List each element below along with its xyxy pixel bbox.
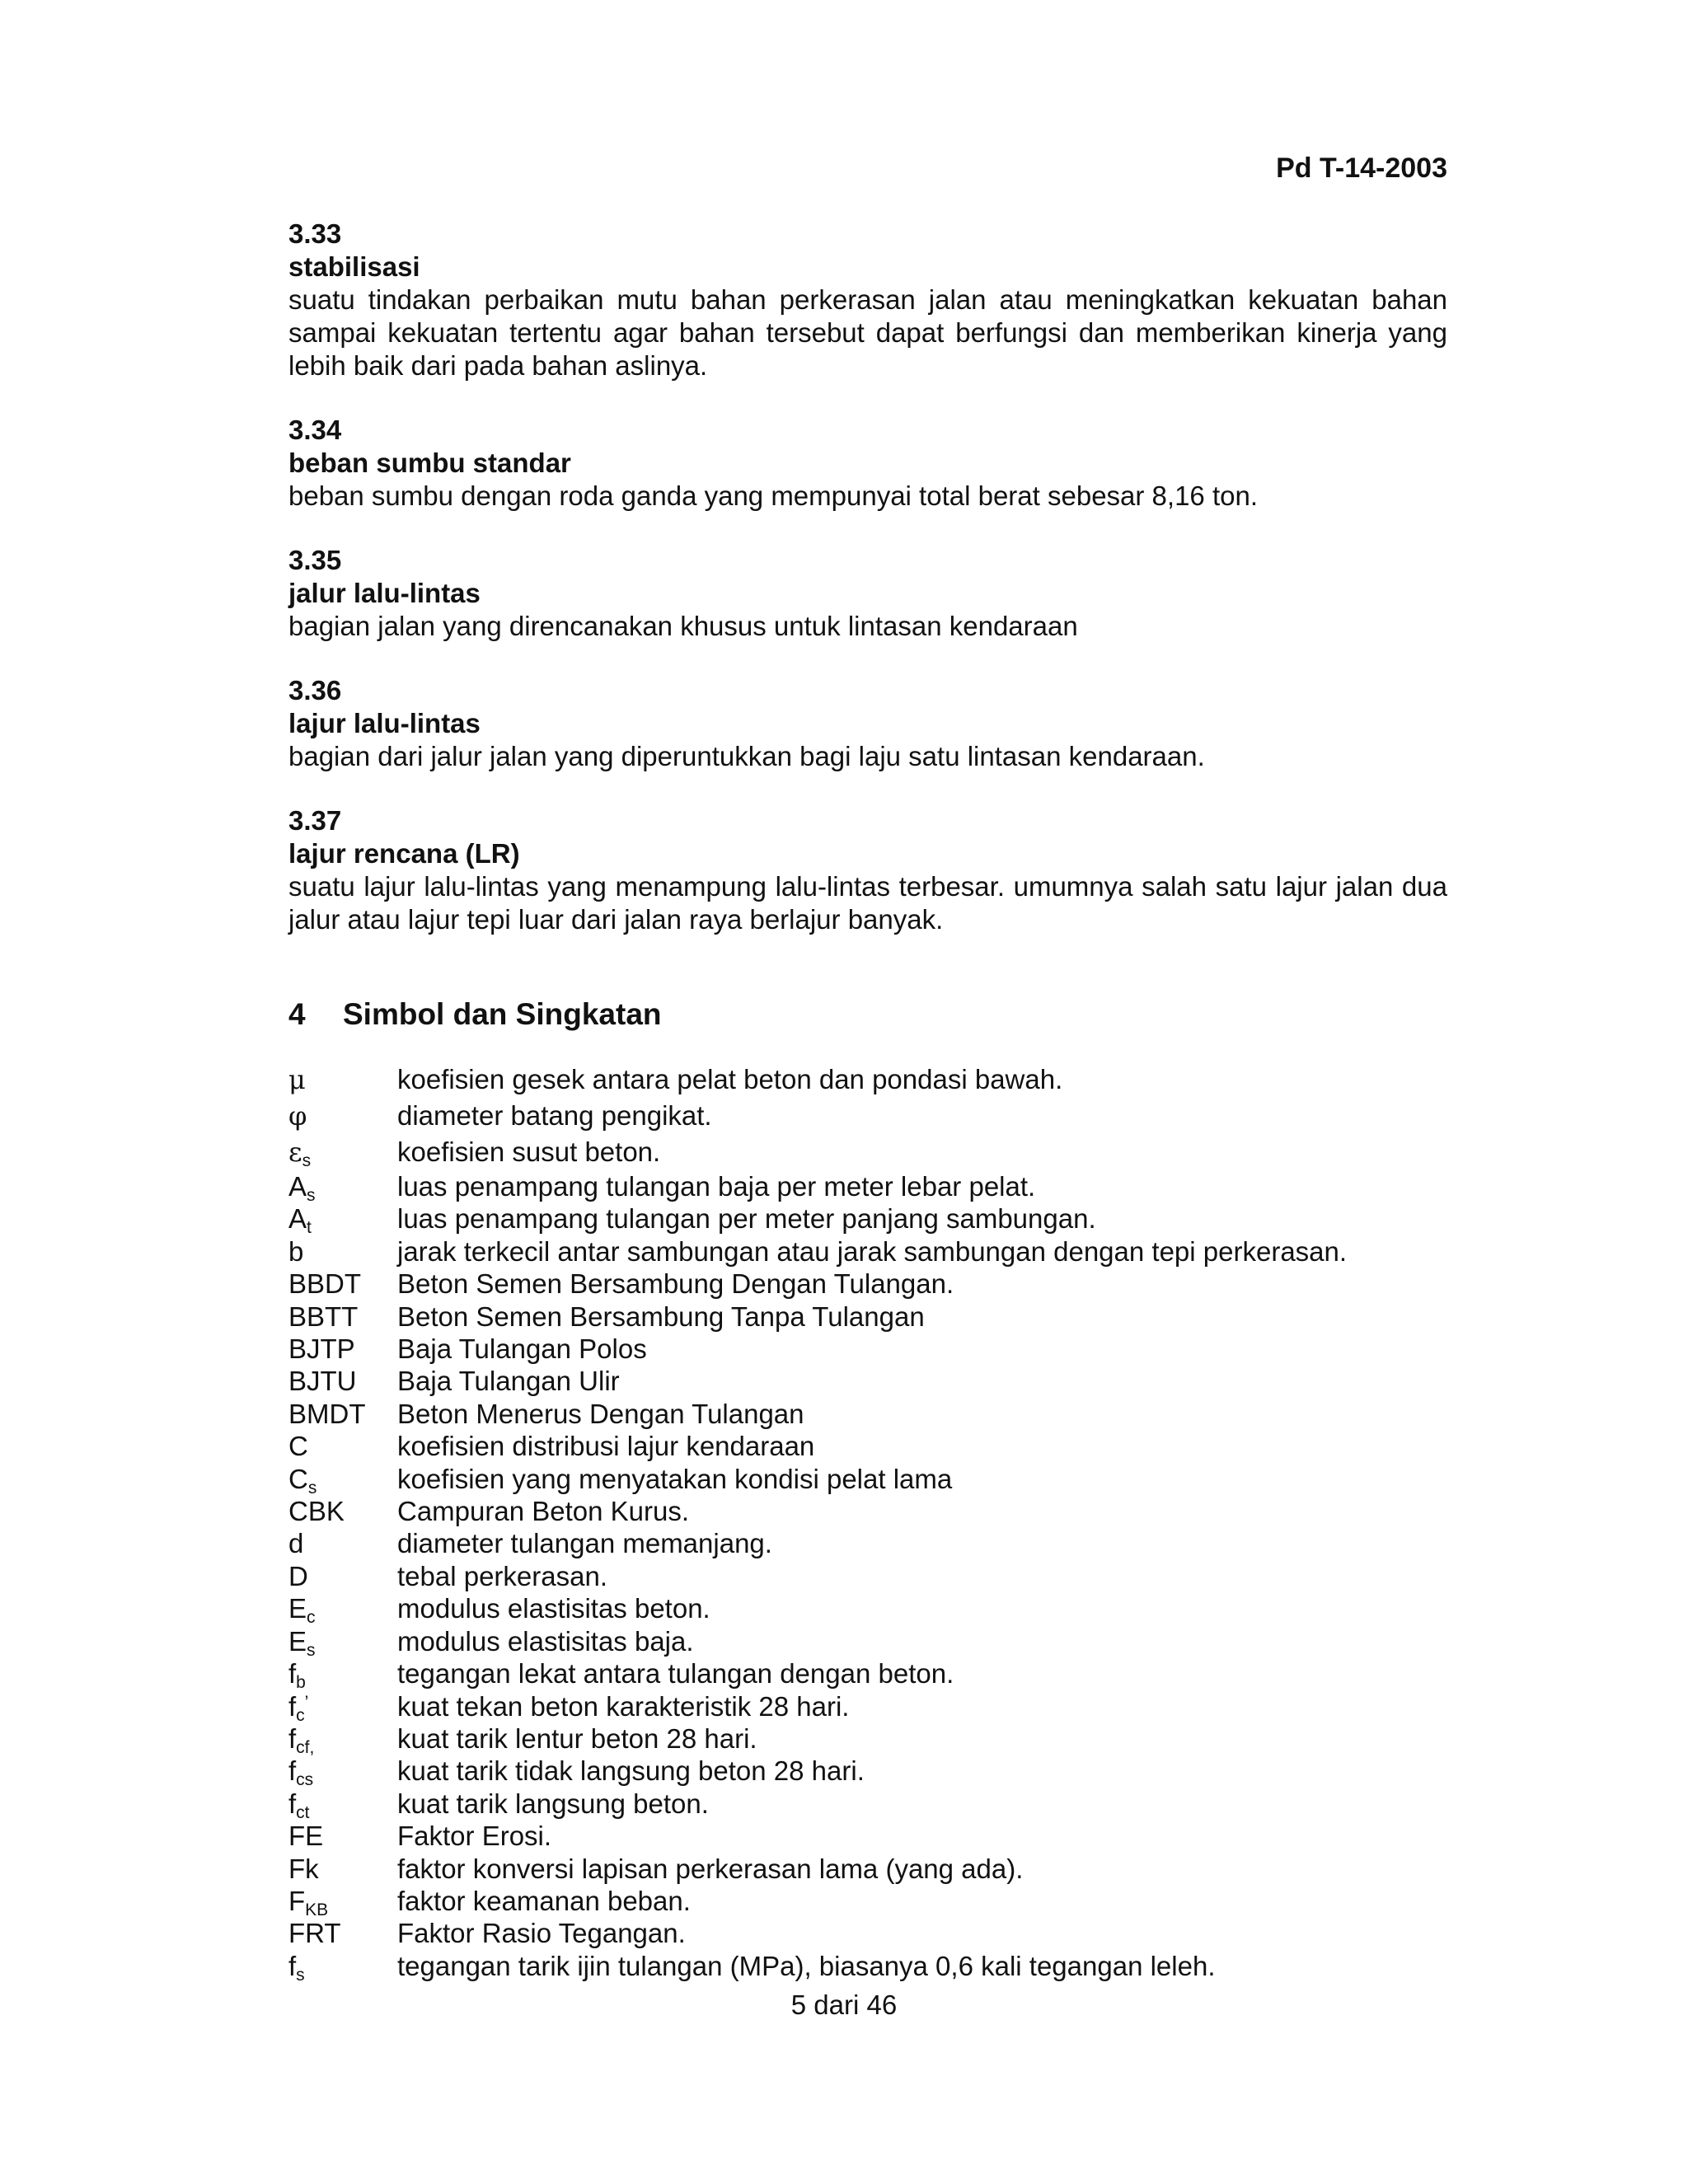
term-title: lajur lalu-lintas xyxy=(288,708,481,738)
symbol-subscript: cs xyxy=(296,1770,314,1790)
section-heading xyxy=(288,996,1447,1033)
symbol-description: modulus elastisitas baja. xyxy=(397,1625,694,1657)
symbol-row xyxy=(288,1495,1447,1527)
symbol xyxy=(288,1301,397,1333)
term-entry xyxy=(288,544,1447,643)
symbol xyxy=(288,1170,397,1205)
symbol-base: Fk xyxy=(288,1853,319,1884)
symbol xyxy=(288,1592,397,1628)
symbol-row xyxy=(288,1853,1447,1885)
symbol xyxy=(288,1560,397,1592)
symbol-base: f xyxy=(288,1722,297,1754)
term-number: 3.33 xyxy=(288,218,342,249)
symbol xyxy=(288,1788,397,1820)
section-number: 4 xyxy=(288,997,306,1031)
symbol-description: kuat tekan beton karakteristik 28 hari. xyxy=(397,1690,850,1722)
term-entry xyxy=(288,414,1447,513)
symbol-row xyxy=(288,1134,1447,1170)
symbol-row xyxy=(288,1690,1447,1725)
symbol-description: Baja Tulangan Polos xyxy=(397,1333,647,1365)
symbol-base: BMDT xyxy=(288,1398,366,1429)
symbol-row xyxy=(288,1592,1447,1628)
symbol-subscript: s xyxy=(307,1478,317,1497)
symbol xyxy=(288,1495,397,1527)
symbol-row xyxy=(288,1950,1447,1985)
symbol-row xyxy=(288,1333,1447,1365)
symbol-description: Campuran Beton Kurus. xyxy=(397,1496,690,1527)
symbol-description: tebal perkerasan. xyxy=(397,1560,607,1591)
symbol-base: d xyxy=(288,1528,304,1559)
symbol-row xyxy=(288,1365,1447,1397)
symbol-base: F xyxy=(288,1885,306,1916)
symbol-base: f xyxy=(288,1658,297,1690)
symbol-row xyxy=(288,1820,1447,1852)
symbol xyxy=(288,1657,397,1693)
symbol-row xyxy=(288,1560,1447,1592)
symbol xyxy=(288,1820,397,1852)
symbol-base: CBK xyxy=(288,1496,345,1527)
symbol-subscript: cf, xyxy=(296,1737,315,1757)
symbol-row xyxy=(288,1062,1447,1098)
symbol-subscript: c xyxy=(296,1705,305,1725)
symbol xyxy=(288,1398,397,1430)
term-title: jalur lalu-lintas xyxy=(288,578,481,608)
symbol-row xyxy=(288,1463,1447,1495)
section-title: Simbol dan Singkatan xyxy=(343,997,662,1031)
symbol-row xyxy=(288,1788,1447,1820)
symbol-description: jarak terkecil antar sambungan atau jarak sambungan dengan tepi perkerasan. xyxy=(397,1235,1348,1267)
term-definition: beban sumbu dengan roda ganda yang mempunyai total berat sebesar 8,16 ton. xyxy=(288,480,1258,511)
symbol-base: f xyxy=(288,1788,297,1819)
symbol xyxy=(288,1853,397,1885)
symbol-base: C xyxy=(288,1463,308,1494)
symbol-base: BBDT xyxy=(288,1268,362,1300)
symbol xyxy=(288,1917,397,1949)
symbol-row xyxy=(288,1755,1447,1790)
symbol-description: Faktor Erosi. xyxy=(397,1821,552,1852)
page-content xyxy=(288,218,1447,1985)
symbol-description: tegangan lekat antara tulangan dengan beton. xyxy=(397,1658,954,1690)
symbol xyxy=(288,1755,397,1790)
symbol-description: Baja Tulangan Ulir xyxy=(397,1366,620,1397)
symbol-row xyxy=(288,1625,1447,1660)
symbol-row xyxy=(288,1268,1447,1300)
symbol-row xyxy=(288,1170,1447,1205)
page-number: 5 dari 46 xyxy=(790,1990,898,2020)
symbol xyxy=(288,1333,397,1365)
term-number: 3.36 xyxy=(288,675,342,705)
symbol xyxy=(288,1625,397,1660)
symbol-base: E xyxy=(288,1593,307,1624)
symbol-base: ε xyxy=(288,1137,302,1168)
symbol-row xyxy=(288,1885,1447,1917)
symbol xyxy=(288,1690,397,1725)
symbol-description: kuat tarik lentur beton 28 hari. xyxy=(397,1722,757,1754)
term-title: lajur rencana (LR) xyxy=(288,838,520,869)
symbol-row xyxy=(288,1722,1447,1755)
symbol-description: faktor konversi lapisan perkerasan lama (yang ada). xyxy=(397,1853,1024,1884)
symbol xyxy=(288,1235,397,1268)
symbol-base: f xyxy=(288,1950,297,1981)
term-number: 3.34 xyxy=(288,415,342,445)
symbol-row xyxy=(288,1398,1447,1430)
term-number: 3.35 xyxy=(288,545,342,575)
symbol-row xyxy=(288,1917,1447,1949)
symbol-base: BBTT xyxy=(288,1301,359,1332)
symbol-description: luas penampang tulangan baja per meter lebar pelat. xyxy=(397,1171,1036,1202)
symbol-subscript: KB xyxy=(305,1900,329,1919)
symbol xyxy=(288,1430,397,1462)
symbol-row xyxy=(288,1430,1447,1462)
symbol-base: BJTP xyxy=(288,1333,355,1365)
symbol-base: D xyxy=(288,1560,308,1591)
symbol-base: φ xyxy=(288,1100,307,1132)
symbol-description: kuat tarik langsung beton. xyxy=(397,1788,709,1819)
symbol-base: FE xyxy=(288,1821,324,1852)
symbol xyxy=(288,1722,397,1755)
symbol xyxy=(288,1202,397,1238)
symbol-list xyxy=(288,1062,1447,1985)
symbol-description: luas penampang tulangan per meter panjang sambungan. xyxy=(397,1203,1096,1235)
symbol-superscript: ’ xyxy=(304,1692,309,1712)
symbol xyxy=(288,1463,397,1495)
symbol-base: C xyxy=(288,1431,308,1462)
term-entry xyxy=(288,804,1447,936)
symbol-description: Beton Menerus Dengan Tulangan xyxy=(397,1398,804,1429)
symbol-row xyxy=(288,1527,1447,1559)
symbol-subscript: s xyxy=(302,1151,312,1170)
symbol-description: Beton Semen Bersambung Dengan Tulangan. xyxy=(397,1268,954,1300)
symbol xyxy=(288,1134,397,1170)
symbol-base: f xyxy=(288,1755,297,1787)
symbol xyxy=(288,1268,397,1300)
term-definition: bagian jalan yang direncanakan khusus untuk lintasan kendaraan xyxy=(288,611,1078,641)
symbol-description: Faktor Rasio Tegangan. xyxy=(397,1918,686,1949)
symbol-description: diameter tulangan memanjang. xyxy=(397,1528,772,1559)
symbol-base: E xyxy=(288,1625,307,1657)
symbol-row xyxy=(288,1202,1447,1238)
symbol xyxy=(288,1885,397,1917)
symbol-description: modulus elastisitas beton. xyxy=(397,1593,710,1624)
symbol xyxy=(288,1062,397,1098)
term-definition: suatu lajur lalu-lintas yang menampung lalu-lintas terbesar. umumnya salah satu lajur jalan dua jalur atau lajur tepi luar dari jalan raya berlajur banyak. xyxy=(288,871,1447,935)
symbol-description: diameter batang pengikat. xyxy=(397,1100,712,1131)
term-entry xyxy=(288,674,1447,773)
symbol-description: kuat tarik tidak langsung beton 28 hari. xyxy=(397,1755,865,1787)
symbol-subscript: b xyxy=(296,1673,306,1693)
symbol-base: f xyxy=(288,1690,297,1722)
symbol-description: faktor keamanan beban. xyxy=(397,1885,691,1916)
symbol-subscript: c xyxy=(307,1608,316,1628)
symbol-description: koefisien yang menyatakan kondisi pelat lama xyxy=(397,1463,953,1494)
symbol-subscript: s xyxy=(296,1965,305,1985)
symbol-row xyxy=(288,1235,1447,1268)
symbol xyxy=(288,1527,397,1559)
symbol-description: tegangan tarik ijin tulangan (MPa), biasanya 0,6 kali tegangan leleh. xyxy=(397,1950,1216,1981)
term-definition: suatu tindakan perbaikan mutu bahan perkerasan jalan atau meningkatkan kekuatan bahan sampai kekuatan tertentu agar bahan tersebut dapat berfungsi dan memberikan kinerja yang lebih baik dari pada bahan aslinya. xyxy=(288,284,1447,381)
symbol-base: FRT xyxy=(288,1918,341,1949)
term-definition: bagian dari jalur jalan yang diperuntukkan bagi laju satu lintasan kendaraan. xyxy=(288,741,1205,771)
symbol-base: μ xyxy=(288,1064,306,1095)
symbol xyxy=(288,1365,397,1397)
term-entry xyxy=(288,218,1447,382)
term-title: stabilisasi xyxy=(288,251,420,282)
symbol xyxy=(288,1950,397,1985)
symbol-row xyxy=(288,1657,1447,1693)
symbol-row xyxy=(288,1098,1447,1134)
symbol-base: A xyxy=(288,1203,307,1235)
symbol-subscript: s xyxy=(307,1640,316,1660)
symbol-description: koefisien susut beton. xyxy=(397,1137,661,1167)
symbol-row xyxy=(288,1301,1447,1333)
symbol-base: A xyxy=(288,1171,307,1202)
term-title: beban sumbu standar xyxy=(288,448,571,478)
symbol-description: koefisien distribusi lajur kendaraan xyxy=(397,1431,815,1462)
symbol xyxy=(288,1098,397,1134)
term-number: 3.37 xyxy=(288,805,342,836)
symbol-subscript: ct xyxy=(296,1802,310,1822)
symbol-subscript: s xyxy=(307,1186,316,1205)
symbol-description: koefisien gesek antara pelat beton dan pondasi bawah. xyxy=(397,1064,1063,1094)
document-code: Pd T-14-2003 xyxy=(1276,152,1447,184)
symbol-base: BJTU xyxy=(288,1366,357,1397)
symbol-subscript: t xyxy=(307,1218,312,1238)
symbol-base: b xyxy=(288,1235,304,1267)
symbol-description: Beton Semen Bersambung Tanpa Tulangan xyxy=(397,1301,925,1332)
